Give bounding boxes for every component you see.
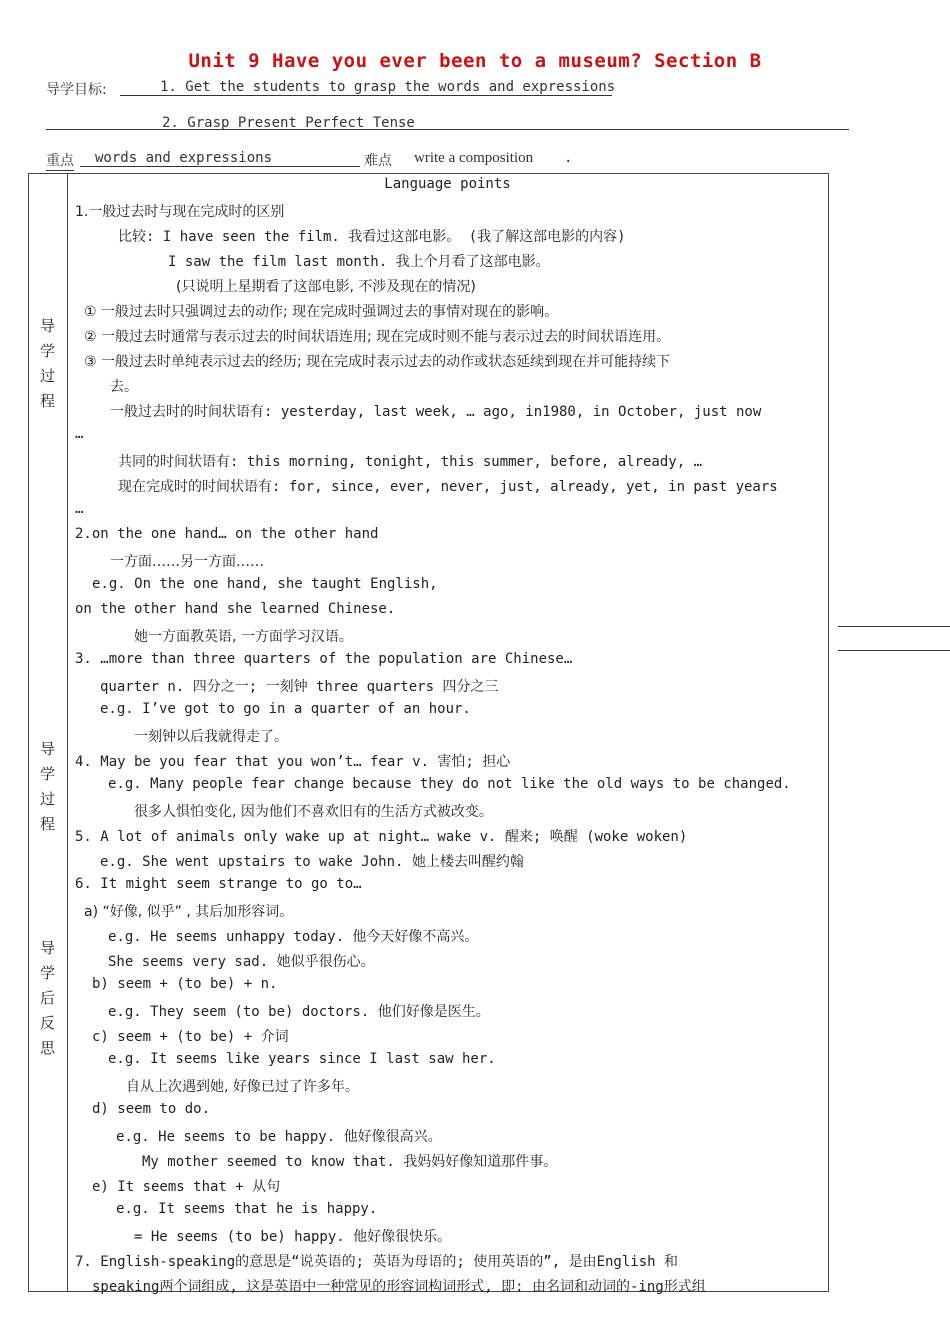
text-line: e.g. She went upstairs to wake John. 她上楼去叫醒约翰 bbox=[100, 854, 524, 870]
text-line: I saw the film last month. 我上个月看了这部电影。 bbox=[168, 254, 550, 270]
text-line: 去。 bbox=[110, 379, 138, 395]
text-line: e.g. It seems that he is happy. bbox=[116, 1201, 378, 1217]
text-line: speaking两个词组成, 这是英语中一种常见的形容词构词形式, 即: 由名词和动词的-ing形式组 bbox=[92, 1279, 706, 1295]
text-line: 一般过去时的时间状语有: yesterday, last week, … ago, in1980, in October, just now bbox=[110, 404, 762, 420]
text-line: 一刻钟以后我就得走了。 bbox=[134, 729, 288, 745]
text-line: 2.on the one hand… on the other hand bbox=[75, 526, 379, 542]
text-line: e.g. He seems to be happy. 他好像很高兴。 bbox=[116, 1129, 442, 1145]
margin-line-1 bbox=[838, 626, 950, 627]
text-line: She seems very sad. 她似乎很伤心。 bbox=[108, 954, 375, 970]
section-heading: Language points bbox=[384, 176, 511, 192]
text-line: on the other hand she learned Chinese. bbox=[75, 601, 396, 617]
text-line: d) seem to do. bbox=[92, 1101, 211, 1117]
text-line: quarter n. 四分之一; 一刻钟 three quarters 四分之三 bbox=[100, 679, 499, 695]
key-label: 重点 bbox=[46, 150, 74, 171]
text-line: e.g. It seems like years since I last saw her. bbox=[108, 1051, 496, 1067]
text-line: = He seems (to be) happy. 他好像很快乐。 bbox=[134, 1229, 452, 1245]
text-line: a) “好像, 似乎” , 其后加形容词。 bbox=[84, 904, 294, 920]
text-line: ③ 一般过去时单纯表示过去的经历; 现在完成时表示过去的动作或状态延续到现在并可能持续下 bbox=[84, 354, 671, 370]
difficulty-value: write a composition bbox=[414, 150, 534, 166]
text-line: b) seem + (to be) + n. bbox=[92, 976, 278, 992]
text-line: 现在完成时的时间状语有: for, since, ever, never, just, already, yet, in past years bbox=[118, 479, 778, 495]
table-divider bbox=[67, 173, 68, 1292]
text-line: e.g. I’ve got to go in a quarter of an hour. bbox=[100, 701, 471, 717]
key-value: words and expressions bbox=[80, 150, 360, 167]
goal-2: 2. Grasp Present Perfect Tense bbox=[162, 115, 415, 131]
text-line: ① 一般过去时只强调过去的动作; 现在完成时强调过去的事情对现在的影响。 bbox=[84, 304, 559, 320]
text-line: 4. May be you fear that you won’t… fear v. 害怕; 担心 bbox=[75, 754, 511, 770]
text-line: e) It seems that + 从句 bbox=[92, 1179, 281, 1195]
text-line: 她一方面教英语, 一方面学习汉语。 bbox=[134, 629, 353, 645]
text-line: ② 一般过去时通常与表示过去的时间状语连用; 现在完成时则不能与表示过去的时间状语连用。 bbox=[84, 329, 671, 345]
text-line: c) seem + (to be) + 介词 bbox=[92, 1029, 289, 1045]
difficulty-end: . bbox=[564, 150, 573, 166]
side-label-process-2: 导 学 过 程 bbox=[39, 740, 55, 833]
page-title: Unit 9 Have you ever been to a museum? Section B bbox=[188, 50, 762, 72]
text-line: My mother seemed to know that. 我妈妈好像知道那件事。 bbox=[142, 1154, 558, 1170]
text-line: e.g. He seems unhappy today. 他今天好像不高兴。 bbox=[108, 929, 479, 945]
text-line: 比较: I have seen the film. 我看过这部电影。 (我了解这部电影的内容) bbox=[118, 229, 626, 245]
text-line: 3. …more than three quarters of the population are Chinese… bbox=[75, 651, 573, 667]
text-line: 7. English-speaking的意思是“说英语的; 英语为母语的; 使用英语的”, 是由English 和 bbox=[75, 1254, 679, 1270]
text-line: e.g. They seem (to be) doctors. 他们好像是医生。 bbox=[108, 1004, 490, 1020]
text-line: 共同的时间状语有: this morning, tonight, this summer, before, already, … bbox=[118, 454, 703, 470]
goal-label: 导学目标: bbox=[46, 82, 107, 98]
goal-1: 1. Get the students to grasp the words and expressions bbox=[120, 79, 612, 96]
text-line: … bbox=[75, 501, 84, 517]
text-line: 5. A lot of animals only wake up at night… wake v. 醒来; 唤醒 (woke woken) bbox=[75, 829, 688, 845]
text-line: e.g. Many people fear change because they do not like the old ways to be changed. bbox=[108, 776, 791, 792]
text-line: 一方面……另一方面…… bbox=[110, 554, 264, 570]
side-label-reflection: 导 学 后 反 思 bbox=[39, 939, 55, 1057]
margin-line-2 bbox=[838, 650, 950, 651]
text-line: 自从上次遇到她, 好像已过了许多年。 bbox=[126, 1079, 359, 1095]
text-line: 很多人惧怕变化, 因为他们不喜欢旧有的生活方式被改变。 bbox=[134, 804, 493, 820]
side-label-process-1: 导 学 过 程 bbox=[39, 317, 55, 410]
text-line: e.g. On the one hand, she taught English, bbox=[92, 576, 438, 592]
text-line: (只说明上星期看了这部电影, 不涉及现在的情况) bbox=[176, 279, 476, 295]
text-line: 1.一般过去时与现在完成时的区别 bbox=[75, 204, 285, 220]
text-line: … bbox=[75, 426, 84, 442]
difficulty-label: 难点 bbox=[364, 153, 392, 169]
text-line: 6. It might seem strange to go to… bbox=[75, 876, 362, 892]
